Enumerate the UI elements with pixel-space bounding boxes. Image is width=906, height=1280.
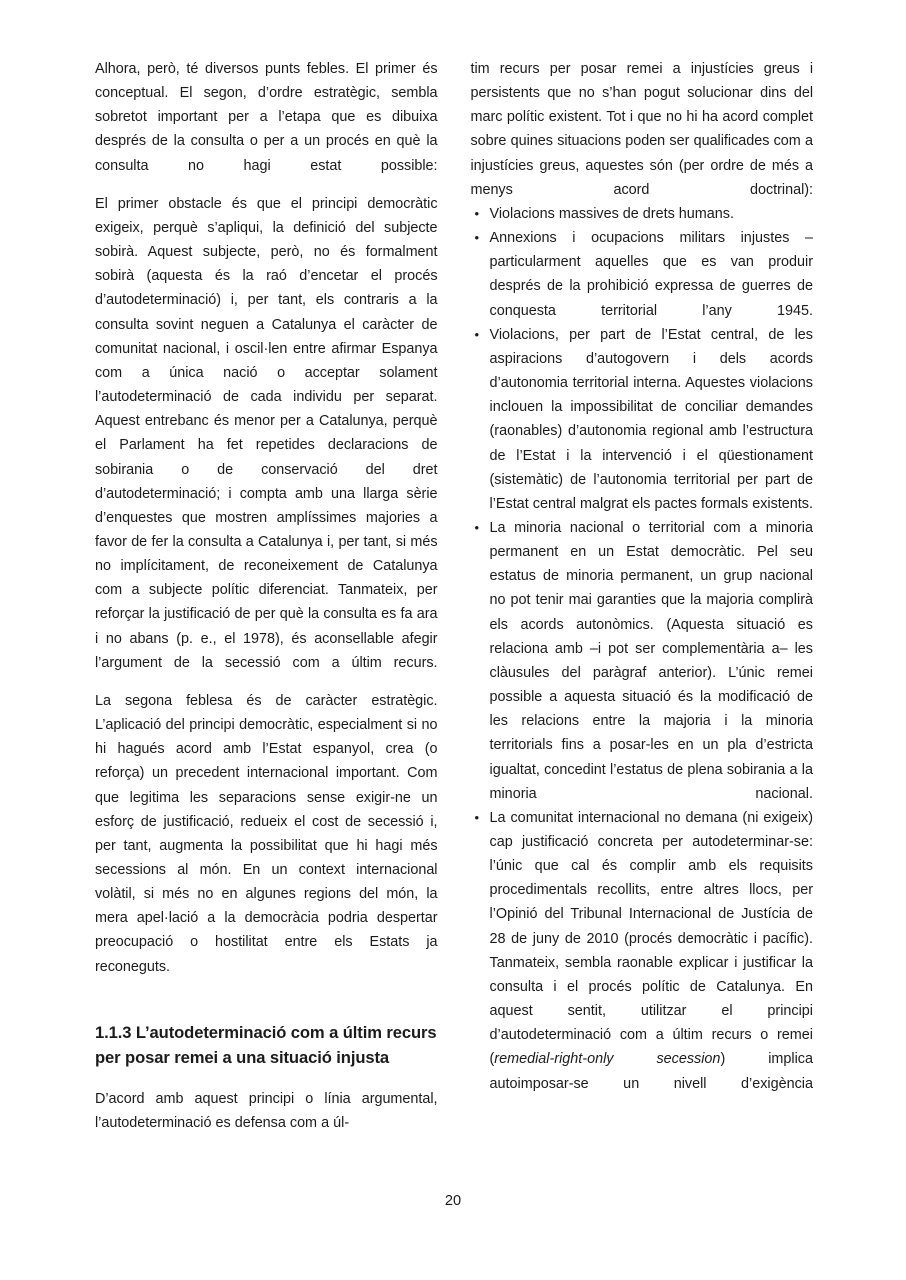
list-item-text: • La minoria nacional o territorial com a minoria permanent en un Estat democràtic. Pel seu estatus de minoria permanent, un grup nacional no pot tenir mai garanties que la majoria complirà els acords autonòmics. (Aquesta situació es relaciona amb –i pot ser complementària a– les clàusules del paràgraf anterior). L’únic remei possible a aquesta situació és la modificació de les relacions entre la majoria i la minoria territorials fins a posar-les en un pla d’estricta igualtat, concedint l’estatus de plena sobirania a la minoria nacional. xyxy=(489,519,813,802)
italic-term-remedial-right-only-secession: remedial-right-only secession xyxy=(494,1051,721,1068)
list-item-text: • Violacions massives de drets humans. xyxy=(489,205,734,222)
injustice-bullet-list xyxy=(471,202,814,1096)
list-item xyxy=(471,226,814,323)
two-column-text-body xyxy=(95,57,813,1162)
paragraph-right-intro: tim recurs per posar remei a injustícies greus i persistents que no s’han pogut solucionar dins del marc polític existent. Tot i que no hi ha acord complet sobre quines situacions poden ser qualificades com a injustícies greus, aquestes són (per ordre de més a menys acord doctrinal): xyxy=(470,61,813,198)
list-item-text: • Violacions, per part de l’Estat central, de les aspiracions d’autogovern i dels acords d’autonomia territorial interna. Aquestes violacions inclouen la impossibilitat de conciliar demandes (raonables) d’autonomia regional amb l’estructura de l’Estat i la intervenció i el qüestionament (sistemàtic) de l’autonomia territorial per part de l’Estat central malgrat els pactes formals existents. xyxy=(489,326,813,512)
list-item-text-after-italic: ) implica autoimposar-se un nivell d’exigència xyxy=(489,1051,813,1092)
paragraph-left-2: El primer obstacle és que el principi democràtic exigeix, perquè s’apliqui, la definició del subjecte sobirà. Aquest subjecte, però, no és formalment sobirà (aquesta és la raó d’encetar el procés d’autodeterminació) i, per tant, els contraris a la consulta sovint neguen a Catalunya el caràcter de comunitat nacional, i oscil·len entre afirmar Espanya com a única nació o acceptar solament l’autodeterminació de cada individu per separat. Aquest entrebanc és menor per a Catalunya, perquè el Parlament ha fet repetides declaracions de sobirania o de conservació del dret d’autodeterminació; i compta amb una llarga sèrie d’enquestes que mostren amplíssimes majories a favor de fer la consulta a Catalunya i, per tant, si més no implícitament, de reconeixement de Catalunya com a subjecte polític diferenciat. Tanmateix, per reforçar la justificació de per què la consulta es fa ara i no abans (p. e., el 1978), és aconsellable afegir l’argument de la secessió com a últim recurs. xyxy=(95,195,438,671)
section-heading-1-1-3: 1.1.3 L’autodeterminació com a últim recurs per posar remei a una situació injusta xyxy=(95,1022,437,1068)
list-item-text-before-italic: La comunitat internacional no demana (ni exigeix) cap justificació concreta per autodeterminar-se: l’únic que cal és complir amb els requisits procedimentals recollits, entre altres llocs, per l’Opinió del Tribunal Internacional de Justícia de 28 de juny de 2010 (procés democràtic i pacífic). Tanmateix, sembla raonable explicar i justificar la consulta i el procés polític de Catalunya. En aquest sentit, utilitzar el principi d’autodeterminació com a últim recurs o remei ( xyxy=(489,809,813,1068)
page-number: 20 xyxy=(444,1193,462,1209)
list-item xyxy=(471,516,814,806)
list-item-text-mixed xyxy=(490,806,814,1096)
paragraph-left-1: Alhora, però, té diversos punts febles. El primer és conceptual. El segon, d’ordre estratègic, sembla sobretot important per a l’etapa que es dibuixa després de la consulta o per a un procés en què la consulta no hagi estat possible: xyxy=(95,61,438,174)
paragraph-left-3: La segona feblesa és de caràcter estratègic. L’aplicació del principi democràtic, especialment si no hi hagués acord amb l’Estat espanyol, crea (o reforça) un precedent internacional important. Com que legitima les separacions sense exigir-ne un esforç de justificació, redueix el cost de secessió i, per tant, augmenta la possibilitat que hi hagi més secessions al món. En un context internacional volàtil, si més no en algunes regions del món, la mera apel·lació a la democràcia podria despertar preocupació o hostilitat entre els Estats ja reconeguts. xyxy=(95,692,438,975)
list-item xyxy=(471,202,814,226)
list-item xyxy=(471,323,814,516)
list-item-text: • Annexions i ocupacions militars injustes –particularment aquelles que es van produir després de la prohibició expressa de guerres de conquesta territorial l’any 1945. xyxy=(489,230,813,319)
paragraph-left-closing: D’acord amb aquest principi o línia argumental, l’autodeterminació es defensa com a úl- xyxy=(95,1090,438,1131)
list-item-final xyxy=(471,806,814,1096)
